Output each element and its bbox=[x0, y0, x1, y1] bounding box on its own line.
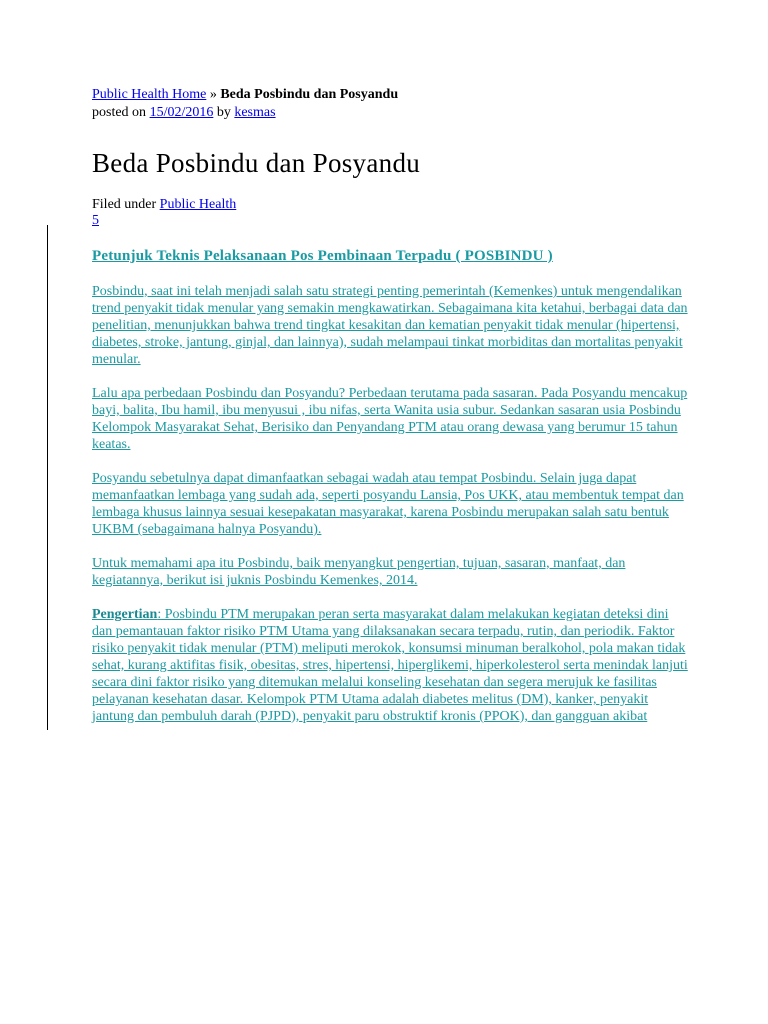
filed-under-label: Filed under bbox=[92, 197, 160, 212]
author-link[interactable]: kesmas bbox=[234, 105, 276, 120]
by-label: by bbox=[213, 105, 235, 120]
paragraph-posyandu: Posyandu sebetulnya dapat dimanfaatkan sebagai wadah atau tempat Posbindu. Selain juga dapat memanfaatkan lembaga yang sudah ada, seperti posyandu Lansia, Pos UKK, atau membentuk tempat dan lembaga khusus lainnya sesuai kesepakatan masyarakat, karena Posbindu merupakan salah satu bentuk UKBM (sebagaimana halnya Posyandu). bbox=[92, 471, 684, 537]
posted-on-label: posted on bbox=[92, 105, 150, 120]
category-link[interactable]: Public Health bbox=[159, 197, 237, 212]
article-content bbox=[92, 247, 692, 725]
post-date-link[interactable]: 15/02/2016 bbox=[149, 105, 214, 120]
definition-term: Pengertian bbox=[92, 607, 158, 622]
article-page bbox=[92, 86, 692, 742]
paragraph-intro: Posbindu, saat ini telah menjadi salah satu strategi penting pemerintah (Kemenkes) untuk mengendalikan trend penyakit tidak menular yang semakin mengkawatirkan. Sebagaimana kita ketahui, berbagai data dan penelitian, menunjukkan bahwa trend tingkat kesakitan dan kematian penyakit tidak menular (hipertensi, diabetes, stroke, jantung, ginjal, dan lainnya), sudah melampaui tinkat morbiditas dan mortalitas penyakit menular. bbox=[92, 284, 688, 367]
breadcrumb bbox=[92, 86, 692, 104]
paragraph-difference: Lalu apa perbedaan Posbindu dan Posyandu? Perbedaan terutama pada sasaran. Pada Posyandu mencakup bayi, balita, Ibu hamil, ibu menyusui , ibu nifas, serta Wanita usia subur. Sedankan sasaran usia Posbindu Kelompok Masyarakat Sehat, Berisiko dan Penyandang PTM atau orang dewasa yang berumur 15 tahun keatas. bbox=[92, 386, 688, 452]
comment-count-link[interactable]: 5 bbox=[92, 213, 99, 228]
paragraph-definition bbox=[92, 606, 692, 725]
breadcrumb-home-link[interactable]: Public Health Home bbox=[92, 87, 207, 102]
left-margin-rule bbox=[47, 225, 48, 730]
post-meta bbox=[92, 104, 692, 122]
filed-under bbox=[92, 196, 692, 213]
breadcrumb-separator: » bbox=[206, 87, 221, 102]
breadcrumb-current: Beda Posbindu dan Posyandu bbox=[220, 87, 399, 102]
definition-text: : Posbindu PTM merupakan peran serta masyarakat dalam melakukan kegiatan deteksi dini dan pemantauan faktor risiko PTM Utama yang dilaksanakan secara terpadu, rutin, dan periodik. Faktor risiko penyakit tidak menular (PTM) meliputi merokok, konsumsi minuman beralkohol, pola makan tidak sehat, kurang aktifitas fisik, obesitas, stres, hipertensi, hiperglikemi, hiperkolesterol serta menindak lanjuti secara dini faktor risiko yang ditemukan melalui konseling kesehatan dan segera merujuk ke fasilitas pelayanan kesehatan dasar. Kelompok PTM Utama adalah diabetes melitus (DM), kanker, penyakit jantung dan pembuluh darah (PJPD), penyakit paru obstruktif kronis (PPOK), dan gangguan akibat bbox=[92, 607, 688, 724]
article-heading: Petunjuk Teknis Pelaksanaan Pos Pembinaan Terpadu ( POSBINDU ) bbox=[92, 248, 553, 264]
paragraph-juknis: Untuk memahami apa itu Posbindu, baik menyangkut pengertian, tujuan, sasaran, manfaat, dan kegiatannya, berikut isi juknis Posbindu Kemenkes, 2014. bbox=[92, 556, 626, 588]
comment-count bbox=[92, 213, 692, 229]
page-title: Beda Posbindu dan Posyandu bbox=[92, 148, 421, 178]
